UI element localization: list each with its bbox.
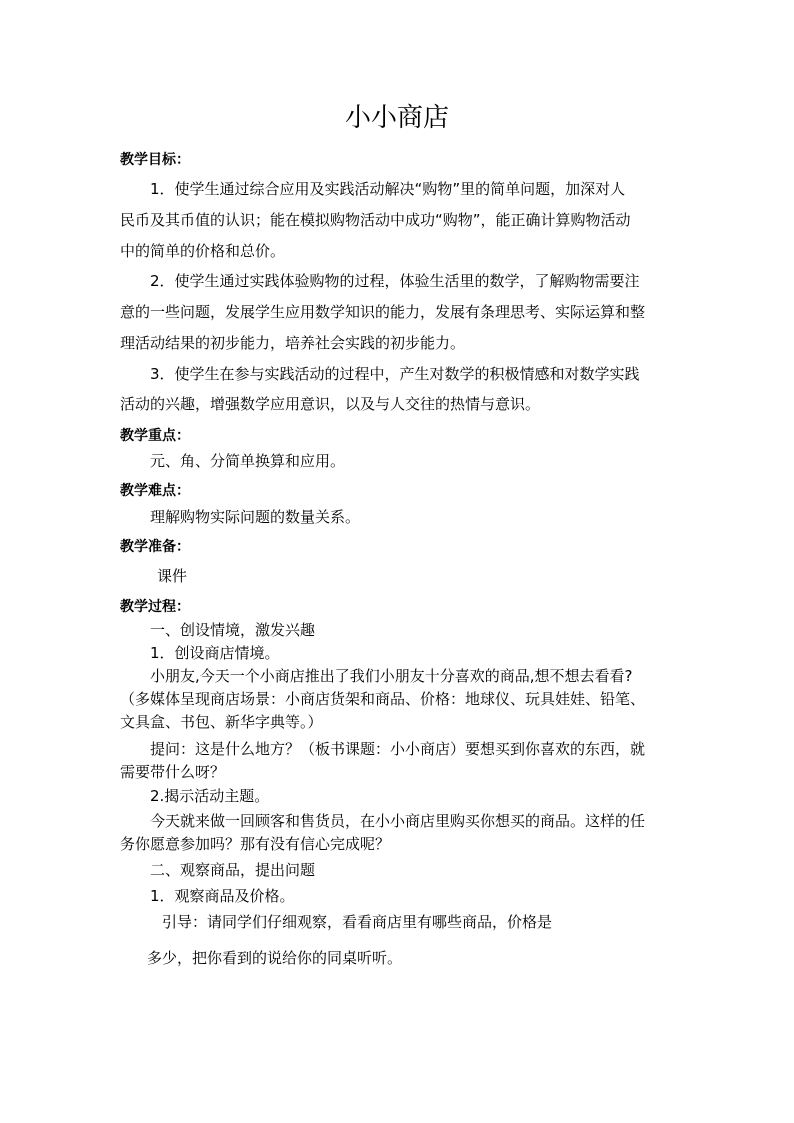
document-title: 小小商店 [344,103,449,133]
text-line: 2.揭示活动主题。 [150,787,270,805]
text-line: 今天就来做一回顾客和售货员，在小小商店里购买你想买的商品。这样的任 [150,812,646,830]
text-line: 引导：请同学们仔细观察，看看商店里有哪些商品，价格是 [162,913,553,931]
text-line: 文具盒、书包、新华字典等。） [120,713,323,731]
section-heading-preparation: 教学准备： [120,539,190,555]
section-heading-objectives: 教学目标： [120,152,190,168]
text-line: 1．观察商品及价格。 [150,887,295,905]
text-line: 务你愿意参加吗？那有没有信心完成呢？ [120,835,391,853]
text-line: 课件 [157,567,188,585]
text-line: 1．创设商店情境。 [150,644,280,662]
text-line: 小朋友,今天一个小商店推出了我们小朋友十分喜欢的商品,想不想去看看? [150,667,633,685]
section-heading-process: 教学过程： [120,599,190,615]
text-line: 2．使学生通过实践体验购物的过程，体验生活里的数学，了解购物需要注 [150,272,640,290]
text-line: 一、创设情境，激发兴趣 [150,621,316,639]
text-line: 活动的兴趣，增强数学应用意识，以及与人交往的热情与意识。 [120,395,541,413]
text-line: 民币及其币值的认识；能在模拟购物活动中成功“购物”，能正确计算购物活动 [120,211,631,229]
text-line: 1．使学生通过综合应用及实践活动解决“购物”里的简单问题，加深对人 [150,180,626,198]
text-line: 元、角、分简单换算和应用。 [150,452,346,470]
text-line: 多少，把你看到的说给你的同桌听听。 [147,949,403,967]
text-line: 理活动结果的初步能力，培养社会实践的初步能力。 [120,334,466,352]
section-heading-key-points: 教学重点： [120,428,190,444]
text-line: 提问：这是什么地方？（板书课题：小小商店）要想买到你喜欢的东西，就 [150,740,646,758]
text-line: （多媒体呈现商店场景：小商店货架和商品、价格：地球仪、玩具娃娃、铅笔、 [120,690,646,708]
text-line: 3．使学生在参与实践活动的过程中，产生对数学的积极情感和对数学实践 [150,365,640,383]
text-line: 中的简单的价格和总价。 [120,242,286,260]
text-line: 二、观察商品，提出问题 [150,861,316,879]
text-line: 意的一些问题，发展学生应用数学知识的能力，发展有条理思考、实际运算和整 [120,303,646,321]
text-line: 需要带什么呀？ [120,763,226,781]
text-line: 理解购物实际问题的数量关系。 [150,508,361,526]
section-heading-difficulties: 教学难点： [120,483,190,499]
